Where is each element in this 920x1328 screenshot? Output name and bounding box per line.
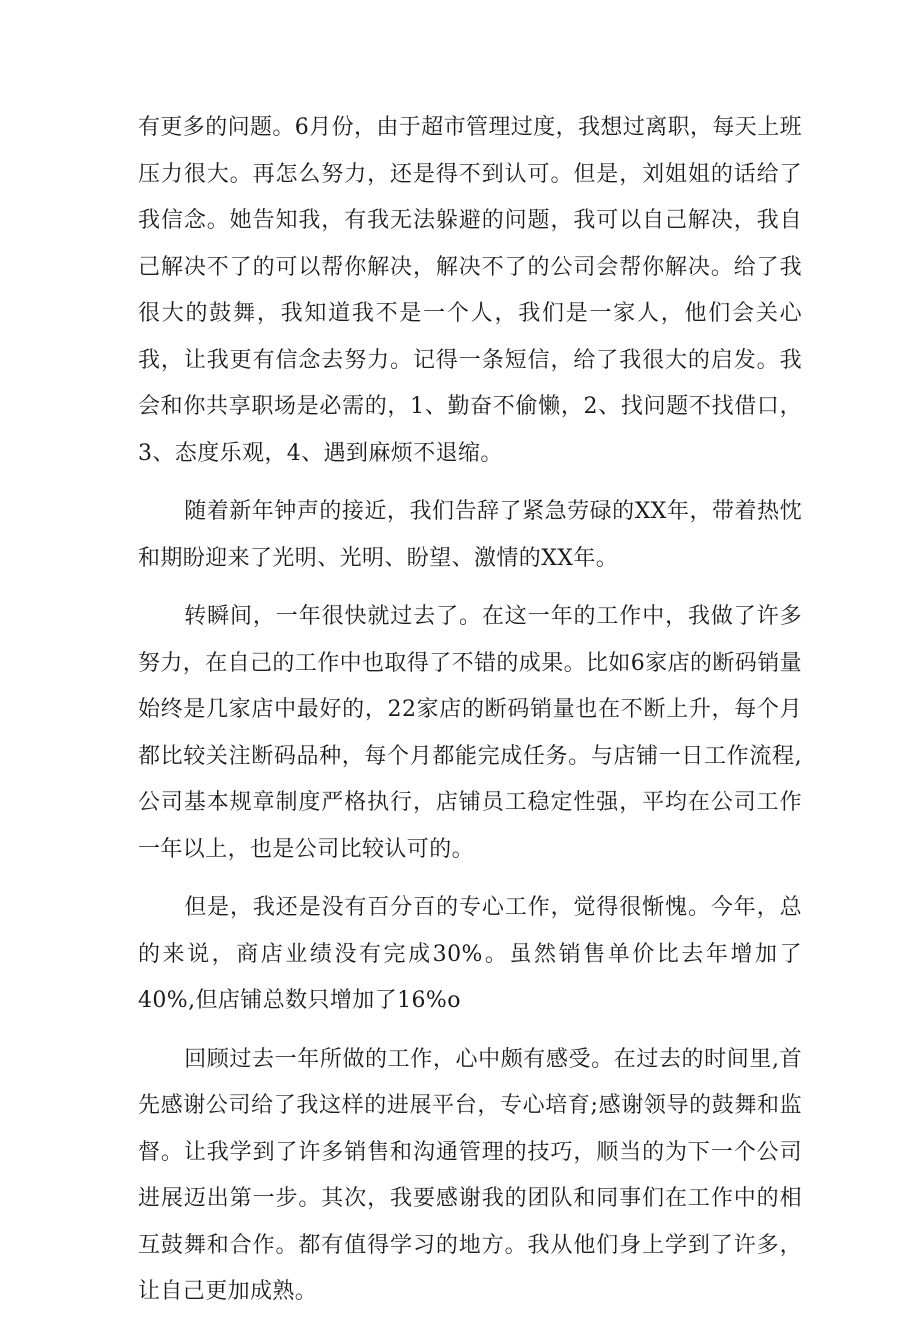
document-body	[138, 105, 802, 1328]
paragraph-continuation: 有更多的问题。6月份，由于超市管理过度，我想过离职，每天上班压力很大。再怎么努力，还是得不到认可。但是，刘姐姐的话给了我信念。她告知我，有我无法躲避的问题，我可以自己解决，我自己解决不了的可以帮你解决，解决不了的公司会帮你解决。给了我很大的鼓舞，我知道我不是一个人，我们是一家人，他们会关心我，让我更有信念去努力。记得一条短信，给了我很大的启发。我会和你共享职场是必需的，1、勤奋不偷懒，2、找问题不找借口，3、态度乐观，4、遇到麻烦不退缩。	[138, 115, 802, 466]
paragraph-new-year: 随着新年钟声的接近，我们告辞了紧急劳碌的XX年，带着热忱和期盼迎来了光明、光明、盼望、激情的XX年。	[138, 499, 802, 571]
paragraph-achievements: 转瞬间，一年很快就过去了。在这一年的工作中，我做了许多努力，在自己的工作中也取得了不错的成果。比如6家店的断码销量始终是几家店中最好的，22家店的断码销量也在不断上升，每个月都比较关注断码品种，每个月都能完成任务。与店铺一日工作流程,公司基本规章制度严格执行，店铺员工稳定性强，平均在公司工作一年以上，也是公司比较认可的。	[138, 604, 802, 862]
paragraph-gratitude: 回顾过去一年所做的工作，心中颇有感受。在过去的时间里,首先感谢公司给了我这样的进展平台，专心培育;感谢领导的鼓舞和监督。让我学到了许多销售和沟通管理的技巧，顺当的为下一个公司进展迈出第一步。其次，我要感谢我的团队和同事们在工作中的相互鼓舞和合作。都有值得学习的地方。我从他们身上学到了许多，让自己更加成熟。	[138, 1046, 802, 1304]
paragraph-shortcomings: 但是，我还是没有百分百的专心工作，觉得很惭愧。今年，总的来说，商店业绩没有完成30%。虽然销售单价比去年增加了40%,但店铺总数只增加了16%o	[138, 895, 802, 1013]
